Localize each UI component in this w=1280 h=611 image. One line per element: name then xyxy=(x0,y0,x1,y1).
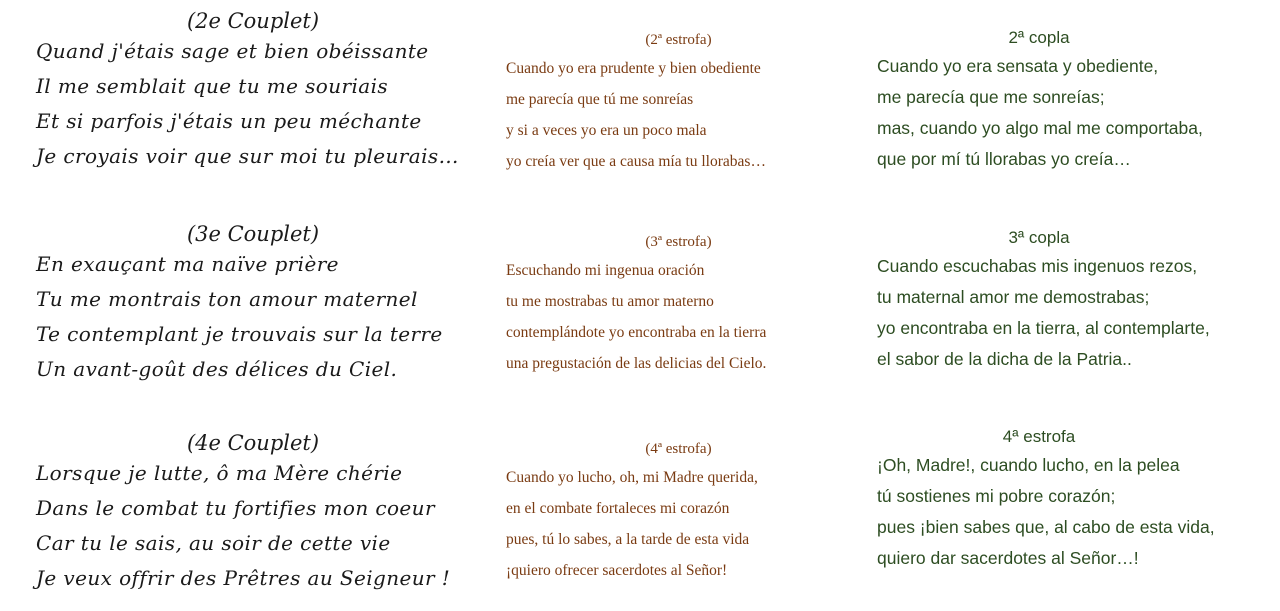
verse-line: yo creía ver que a causa mía tu llorabas… xyxy=(506,153,766,170)
verse-line: Car tu le sais, au soir de cette vie xyxy=(36,531,391,555)
spanish-sans-stanza-3 xyxy=(877,225,1277,375)
verse-line: Et si parfois j'étais un peu méchante xyxy=(36,109,422,133)
verse-line: Cuando escuchabas mis ingenuos rezos, xyxy=(877,256,1198,276)
french-stanza-3 xyxy=(36,221,506,387)
stanza-heading: (4e Couplet) xyxy=(186,431,320,455)
verse-line: En exauçant ma naïve prière xyxy=(36,252,339,276)
verse-line: mas, cuando yo algo mal me comportaba, xyxy=(877,118,1203,138)
stanza-heading: 4ª estrofa xyxy=(1002,427,1076,446)
verse-line: Lorsque je lutte, ô ma Mère chérie xyxy=(36,461,403,485)
verse-line: ¡quiero ofrecer sacerdotes al Señor! xyxy=(506,562,728,579)
verse-line: Quand j'étais sage et bien obéissante xyxy=(36,39,429,63)
verse-line: pues ¡bien sabes que, al cabo de esta vida, xyxy=(877,517,1215,537)
verse-line: Cuando yo era prudente y bien obediente xyxy=(506,60,761,77)
stanza-heading: (3e Couplet) xyxy=(186,222,320,246)
verse-line: tu me mostrabas tu amor materno xyxy=(506,293,714,310)
spanish-serif-stanza-3 xyxy=(506,229,851,379)
verse-line: quiero dar sacerdotes al Señor…! xyxy=(877,548,1139,568)
verse-line: el sabor de la dicha de la Patria.. xyxy=(877,349,1132,369)
verse-line: Escuchando mi ingenua oración xyxy=(506,262,705,279)
verse-line: Te contemplant je trouvais sur la terre xyxy=(36,322,443,346)
stanza-heading: (3ª estrofa) xyxy=(645,234,712,250)
verse-line: Il me semblait que tu me souriais xyxy=(36,74,389,98)
stanza-heading: (2e Couplet) xyxy=(186,9,320,33)
verse-line: que por mí tú llorabas yo creía… xyxy=(877,149,1131,169)
spanish-serif-stanza-2 xyxy=(506,27,851,177)
stanza-heading: (4ª estrofa) xyxy=(645,441,712,457)
verse-line: contemplándote yo encontraba en la tierra xyxy=(506,324,767,341)
verse-line: pues, tú lo sabes, a la tarde de esta vida xyxy=(506,531,750,548)
french-stanza-4 xyxy=(36,430,506,596)
stanza-heading: (2ª estrofa) xyxy=(645,32,712,48)
verse-line: una pregustación de las delicias del Cielo. xyxy=(506,355,767,372)
verse-line: tú sostienes mi pobre corazón; xyxy=(877,486,1116,506)
stanza-heading: 2ª copla xyxy=(1008,28,1070,47)
verse-line: Dans le combat tu fortifies mon coeur xyxy=(36,496,435,520)
verse-line: y si a veces yo era un poco mala xyxy=(506,122,707,139)
spanish-sans-stanza-2 xyxy=(877,25,1277,175)
verse-line: Un avant-goût des délices du Ciel. xyxy=(36,357,398,381)
verse-line: Je croyais voir que sur moi tu pleurais… xyxy=(36,144,459,168)
french-stanza-2 xyxy=(36,8,506,174)
verse-line: Cuando yo lucho, oh, mi Madre querida, xyxy=(506,469,758,486)
verse-line: yo encontraba en la tierra, al contemplarte, xyxy=(877,318,1210,338)
verse-line: me parecía que tú me sonreías xyxy=(506,91,694,108)
verse-line: me parecía que me sonreías; xyxy=(877,87,1105,107)
verse-line: tu maternal amor me demostrabas; xyxy=(877,287,1150,307)
verse-line: ¡Oh, Madre!, cuando lucho, en la pelea xyxy=(877,455,1180,475)
stanza-heading: 3ª copla xyxy=(1008,228,1070,247)
spanish-sans-stanza-4 xyxy=(877,424,1277,574)
verse-line: Cuando yo era sensata y obediente, xyxy=(877,56,1159,76)
spanish-serif-stanza-4 xyxy=(506,436,851,586)
verse-line: en el combate fortaleces mi corazón xyxy=(506,500,730,517)
verse-line: Je veux offrir des Prêtres au Seigneur ! xyxy=(36,566,451,590)
verse-line: Tu me montrais ton amour maternel xyxy=(36,287,418,311)
